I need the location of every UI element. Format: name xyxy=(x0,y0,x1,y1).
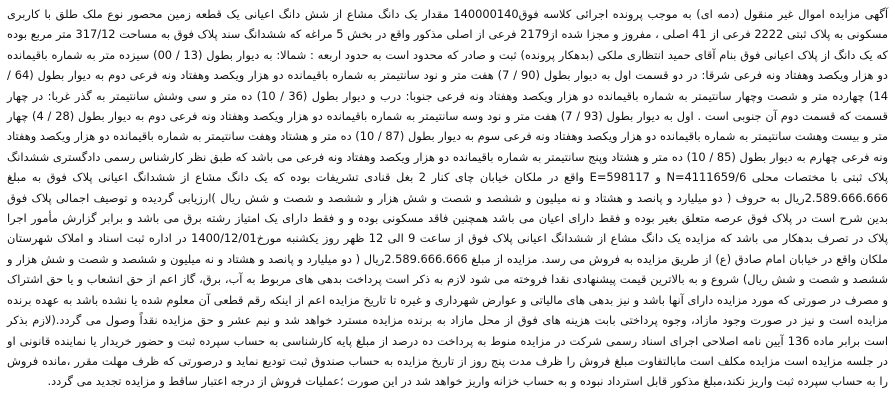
auction-notice-text: آگهی مزایده اموال غیر منقول (دمه ای) به موجب پرونده اجرائی کلاسه فوق140000140 مقدار یک دانگ مشاع از شش دانگ اعیانی یک قطعه زمین محصور نوع ملک طلق با کاربری مسکونی به پلاک ثبتی 2222 فرعی از 41 اصلی ، مفروز و مجزا شده از2179 فرعی از اصلی مذکور واقع در بخش 5 مراغه که ششدانگ سند پلاک فوق به مساحت 317/12 متر مربع بوده که یک دانگ از پلاک اعیانی فوق بنام آقای حمید انتظاری ملکی (بدهکار پرونده) ثبت و صادر که محدود است به حدود اربعه : شمالا: به دیوار بطول (13 / 00) سیزده متر به شماره باقیمانده دو هزار ویکصد وهفتاد ونه فرعی شرقا: در دو قسمت اول به دیوار بطول (90 / 7) هفت متر و نود سانتیمتر به شماره باقیمانده دو هزار ویکصد وهفتاد ونه فرعی دوم به دیوار بطول (64 / 14) چهارده متر و شصت وچهار سانتیمتر به شماره باقیمانده دو هزار ویکصد وهفتاد ونه فرعی جنوبا: درب و دیوار بطول (36 / 10) ده متر و سی وشش سانتیمتر به گذر غربا: در چهار قسمت که قسمت دوم آن جنوبی است . اول به دیوار بطول (93 / 7) هفت متر و نود وسه سانتیمتر به شماره باقیمانده دو هزار ویکصد وهفتاد ونه فرعی دوم به دیوار بطول (28 / 4) چهار متر و بیست وهشت سانتیمتر به شماره باقیمانده دو هزار ویکصد وهفتاد ونه فرعی سوم به دیوار بطول (87 / 10) ده متر و هشتاد وهفت سانتیمتر به شماره باقیمانده دو هزار ویکصد وهفتاد ونه فرعی چهارم به دیوار بطول (85 / 10) ده متر و هشتاد وپنج سانتیمتر به شماره باقیمانده دو هزار ویکصد وهفتاد ونه فرعی می باشد که طبق نظر کارشناس رسمی دادگستری ششدانگ پلاک ثبتی با مختصات محلی N=4111659/6 و E=598117 واقع در ملکان خیابان چای کنار 2 بغل قنادی تشریفات بوده که یک دانگ مشاع از ششدانگ اعیانی پلاک فوق به مبلغ 2.589.666.666ریال به حروف ( دو میلیارد و پانصد و هشتاد و نه میلیون و ششصد و شصت و شش هزار و ششصد و شصت و شش ریال )ارزیابی گردیده و توصیف اجمالی پلاک فوق بدین شرح است در پلاک فوق عرصه متعلق بغیر بوده و فقط دارای اعیان می باشد همچنین فاقد مسکونی بوده و و فقط دارای یک امتیاز رشته برق می باشد و برابر گزارش مأمور اجرا پلاک در تصرف بدهکار می باشد که مزایده یک دانگ مشاع از ششدانگ اعیانی پلاک فوق از ساعت 9 الی 12 ظهر روز یکشنبه مورخ1400/12/01 در اداره ثبت اسناد و املاک شهرستان ملکان واقع در خیابان امام صادق (ع) از طریق مزایده به فروش می رسد. مزایده از مبلغ 2.589.666.666ریال ( دو میلیارد و پانصد و هشتاد و نه میلیون و ششصد و شصت و شش هزار و ششصد و شصت و شش ریال) شروع و به بالاترین قیمت پیشنهادی نقدا فروخته می شود لازم به ذکر است پرداخت بدهی های مربوط به آب، برق، گاز اعم از حق انشعاب و یا حق اشتراک و مصرف در صورتی که مورد مزایده دارای آنها باشد و نیز بدهی های مالیاتی و عوارض شهرداری و غیره تا تاریخ مزایده اعم از اینکه رقم قطعی آن معلوم شده یا نشده باشد به عهده برنده مزایده است و نیز در صورت وجود مازاد، وجوه پرداختی بابت هزینه های فوق از محل مازاد به برنده مزایده مسترد خواهد شد و نیم عشر و حق مزایده نقداً وصول می گردد.(لازم بذکر است برابر ماده 136 آیین نامه اصلاحی اجرای اسناد رسمی شرکت در مزایده منوط به پرداخت ده درصد از مبلغ پایه کارشناسی به حساب سپرده ثبت و حضور خریدار یا نماینده قانونی او در جلسه مزایده است مزایده مکلف است مابالتفاوت مبلغ فروش را ظرف مدت پنج روز از تاریخ مزایده به حساب صندوق ثبت تودیع نماید و درصورتی که ظرف مهلت مقرر ،مانده فروش را به حساب سپرده ثبت واریز نکند،مبلغ مذکور قابل استرداد نبوده و به حساب خزانه واریز خواهد شد در این صورت ؛عملیات فروش از درجه اعتبار ساقط و مزایده تجدید می گردد. xyxy=(7,7,889,389)
